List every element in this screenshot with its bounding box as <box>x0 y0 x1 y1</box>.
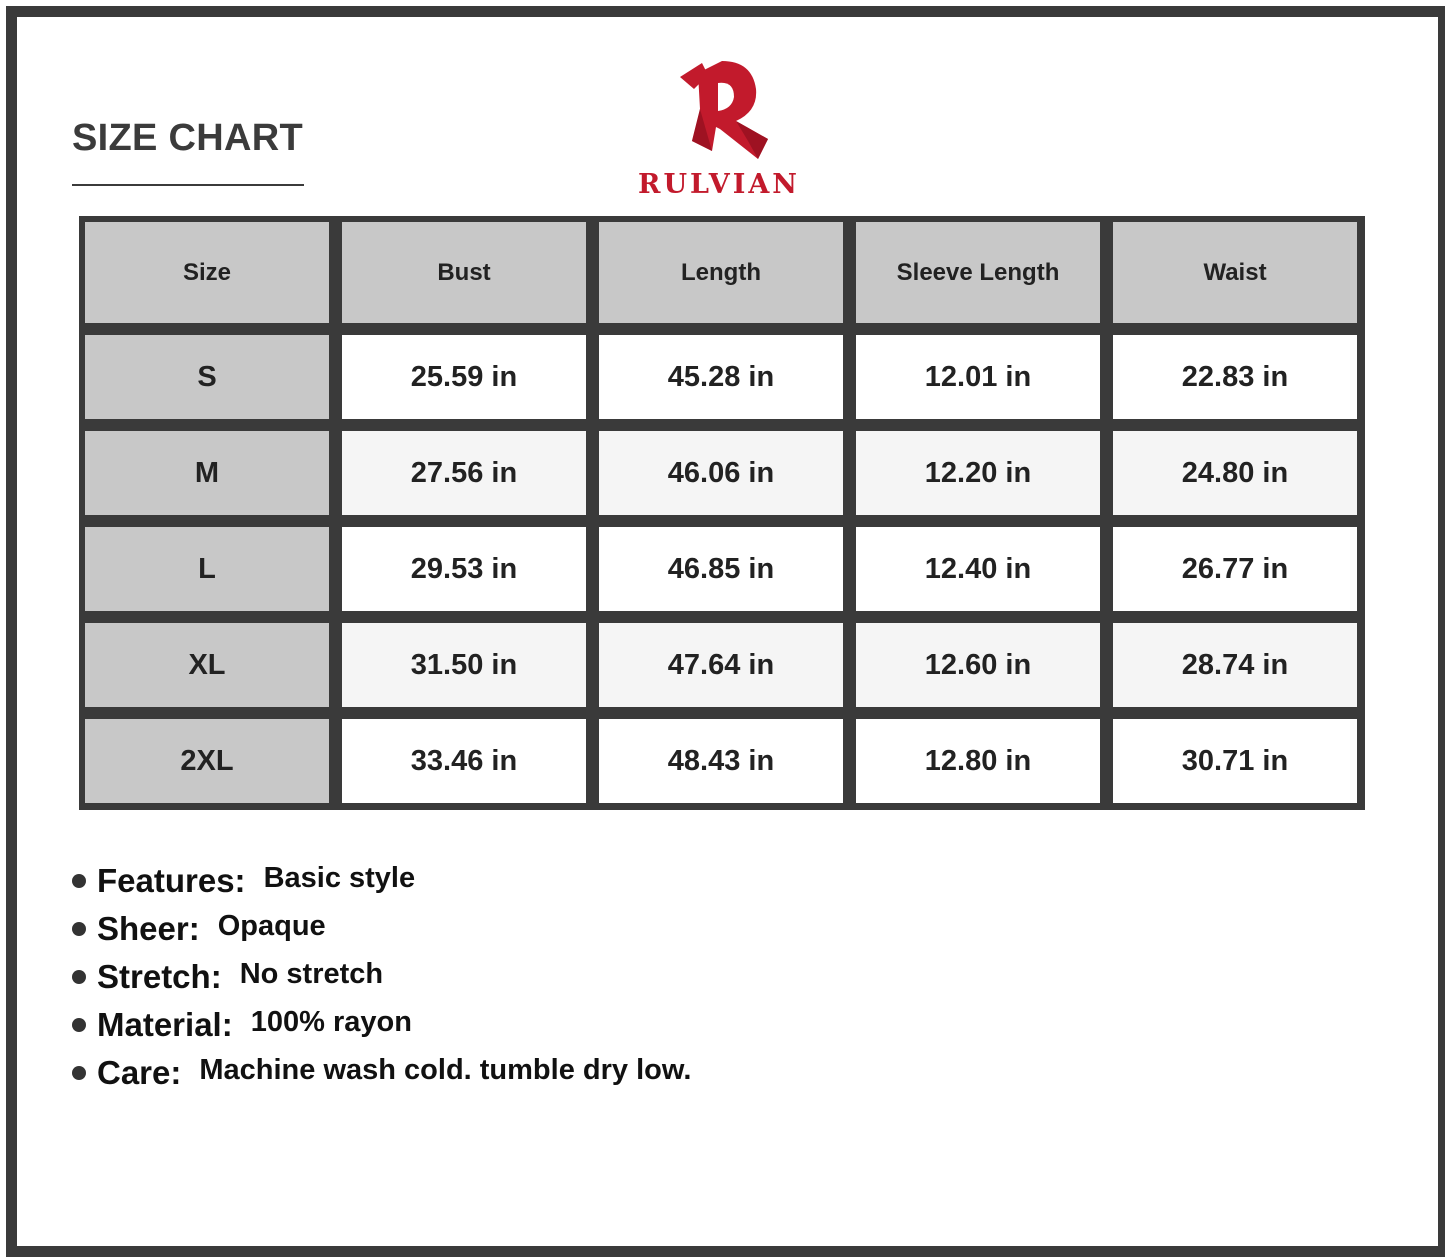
list-item <box>72 1001 691 1049</box>
bust-cell: 25.59 in <box>342 335 586 419</box>
sleeve-length-cell: 12.80 in <box>856 719 1100 803</box>
brand-name: RULVIAN <box>638 169 800 200</box>
feature-label: Sheer: <box>97 910 200 947</box>
bullet-icon <box>72 1018 86 1032</box>
length-cell: 47.64 in <box>599 623 843 707</box>
bust-cell: 29.53 in <box>342 527 586 611</box>
feature-label: Stretch: <box>97 958 222 995</box>
stylized-r-logo-icon <box>672 55 787 165</box>
size-cell: XL <box>85 623 329 707</box>
size-table <box>79 216 1365 810</box>
waist-cell: 26.77 in <box>1113 527 1357 611</box>
sleeve-length-cell: 12.01 in <box>856 335 1100 419</box>
feature-label: Features: <box>97 862 246 899</box>
header-size: Size <box>85 222 329 323</box>
list-item <box>72 905 691 953</box>
size-cell: M <box>85 431 329 515</box>
header-length: Length <box>599 222 843 323</box>
feature-value: 100% rayon <box>250 1005 412 1038</box>
bust-cell: 31.50 in <box>342 623 586 707</box>
feature-label: Care: <box>97 1054 182 1091</box>
bust-cell: 33.46 in <box>342 719 586 803</box>
size-cell: L <box>85 527 329 611</box>
bust-cell: 27.56 in <box>342 431 586 515</box>
bullet-icon <box>72 970 86 984</box>
list-item <box>72 953 691 1001</box>
feature-value: No stretch <box>239 957 384 990</box>
waist-cell: 30.71 in <box>1113 719 1357 803</box>
feature-value: Opaque <box>217 909 326 942</box>
list-item <box>72 857 691 905</box>
waist-cell: 24.80 in <box>1113 431 1357 515</box>
length-cell: 48.43 in <box>599 719 843 803</box>
bullet-icon <box>72 874 86 888</box>
size-cell: 2XL <box>85 719 329 803</box>
length-cell: 46.06 in <box>599 431 843 515</box>
size-cell: S <box>85 335 329 419</box>
waist-cell: 22.83 in <box>1113 335 1357 419</box>
page-frame <box>6 6 1445 1257</box>
sleeve-length-cell: 12.20 in <box>856 431 1100 515</box>
feature-label: Material: <box>97 1006 233 1043</box>
header-bust: Bust <box>342 222 586 323</box>
header-sleeve-length: Sleeve Length <box>856 222 1100 323</box>
sleeve-length-cell: 12.40 in <box>856 527 1100 611</box>
list-item <box>72 1049 691 1097</box>
length-cell: 45.28 in <box>599 335 843 419</box>
page-title: SIZE CHART <box>72 117 303 159</box>
header-waist: Waist <box>1113 222 1357 323</box>
length-cell: 46.85 in <box>599 527 843 611</box>
bullet-icon <box>72 1066 86 1080</box>
feature-value: Machine wash cold. tumble dry low. <box>199 1053 692 1086</box>
title-underline <box>72 184 304 186</box>
sleeve-length-cell: 12.60 in <box>856 623 1100 707</box>
feature-value: Basic style <box>263 861 416 894</box>
bullet-icon <box>72 922 86 936</box>
waist-cell: 28.74 in <box>1113 623 1357 707</box>
feature-list <box>72 857 691 1097</box>
